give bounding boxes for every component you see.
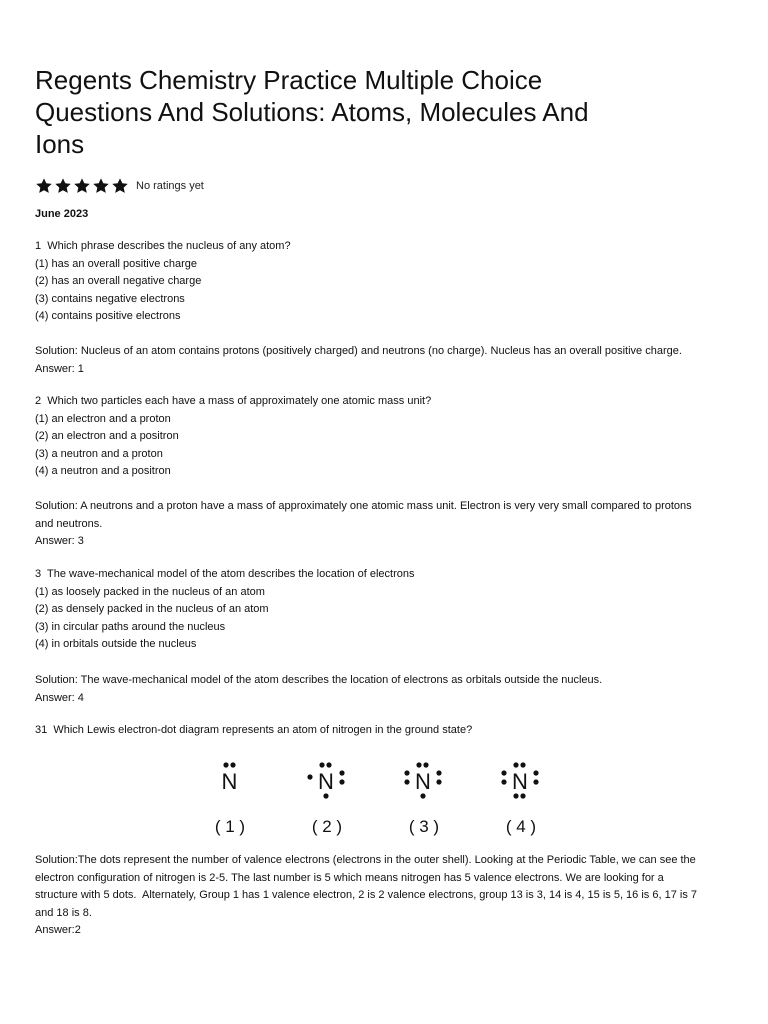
question-2 xyxy=(35,393,735,481)
answer-option: (2) as densely packed in the nucleus of an atom xyxy=(35,603,269,616)
option-label: ( 3 ) xyxy=(408,817,440,836)
electron-dot xyxy=(339,770,344,775)
solution-3 xyxy=(35,672,735,707)
solution-text: Solution: Nucleus of an atom contains protons (positively charged) and neutrons (no charge). Nucleus has an overall positive charge. xyxy=(35,345,682,357)
element-symbol: N xyxy=(221,769,238,794)
electron-dot xyxy=(404,779,409,784)
electron-dot xyxy=(533,770,538,775)
electron-dot xyxy=(501,770,506,775)
answer-option: (1) has an overall positive charge xyxy=(35,257,198,270)
rating-widget[interactable] xyxy=(35,176,204,196)
lewis-dot-figure xyxy=(206,752,550,842)
star-icon[interactable] xyxy=(35,177,53,195)
question-31 xyxy=(35,722,735,740)
electron-dot xyxy=(436,770,441,775)
answer-option: (3) contains negative electrons xyxy=(35,292,185,305)
electron-dot xyxy=(436,779,441,784)
solution-text: Solution: A neutrons and a proton have a mass of approximately one atomic mass unit. Electron is very very small compared to protons xyxy=(35,500,692,512)
solution-2 xyxy=(35,498,735,551)
option-label: ( 4 ) xyxy=(505,817,537,836)
question-1 xyxy=(35,238,735,326)
answer-text: Answer: 3 xyxy=(35,535,84,548)
question-text: 1 Which phrase describes the nucleus of any atom? xyxy=(35,240,291,252)
answer-text: Answer:2 xyxy=(35,924,81,937)
answer-option: (3) a neutron and a proton xyxy=(35,447,163,460)
option-label: ( 2 ) xyxy=(311,817,343,836)
electron-dot xyxy=(307,774,312,779)
star-icon[interactable] xyxy=(92,177,110,195)
answer-option: (2) has an overall negative charge xyxy=(35,275,202,288)
answer-text: Answer: 4 xyxy=(35,691,84,704)
solution-31 xyxy=(35,852,735,940)
answer-option: (4) in orbitals outside the nucleus xyxy=(35,638,197,651)
solution-1 xyxy=(35,343,735,378)
page-title: Regents Chemistry Practice Multiple Choice Questions And Solutions: Atoms, Molecules And Ions xyxy=(35,65,589,159)
answer-text: Answer: 1 xyxy=(35,362,84,375)
electron-dot xyxy=(404,770,409,775)
electron-dot xyxy=(513,762,518,767)
element-symbol: N xyxy=(415,769,431,794)
answer-option: (1) an electron and a proton xyxy=(35,412,171,425)
answer-option: (2) an electron and a positron xyxy=(35,430,179,443)
question-text: 2 Which two particles each have a mass of approximately one atomic mass unit? xyxy=(35,395,432,407)
electron-dot xyxy=(520,762,525,767)
electron-dot xyxy=(416,762,421,767)
lewis-dot-diagram xyxy=(206,752,550,842)
electron-dot xyxy=(323,793,328,798)
electron-dot xyxy=(326,762,331,767)
solution-text: structure with 5 dots. Alternately, Group 1 has 1 valence electron, 2 is 2 valence electrons, group 13 is 3, 14 is 4, 15 is 5, 16 is 6, 17 is 7 xyxy=(35,889,697,902)
electron-dot xyxy=(319,762,324,767)
question-3 xyxy=(35,566,735,654)
electron-dot xyxy=(339,779,344,784)
solution-text: electron configuration of nitrogen is 2-5. The last number is 5 which means nitrogen has 5 valence electrons. We are looking for a xyxy=(35,871,664,884)
element-symbol: N xyxy=(512,769,528,794)
electron-dot xyxy=(520,793,525,798)
option-label: ( 1 ) xyxy=(214,817,246,836)
star-icon[interactable] xyxy=(111,177,129,195)
answer-option: (4) contains positive electrons xyxy=(35,310,181,323)
rating-status-text: No ratings yet xyxy=(136,180,204,192)
answer-option: (3) in circular paths around the nucleus xyxy=(35,620,226,633)
electron-dot xyxy=(420,793,425,798)
solution-text: Solution:The dots represent the number of valence electrons (electrons in the outer shell). Looking at the Periodic Table, we can see the xyxy=(35,854,696,866)
electron-dot xyxy=(513,793,518,798)
answer-option: (1) as loosely packed in the nucleus of an atom xyxy=(35,585,265,598)
answer-option: (4) a neutron and a positron xyxy=(35,465,171,478)
question-text: 3 The wave-mechanical model of the atom describes the location of electrons xyxy=(35,568,415,580)
question-text: 31 Which Lewis electron-dot diagram represents an atom of nitrogen in the ground state? xyxy=(35,724,473,736)
solution-text: Solution: The wave-mechanical model of the atom describes the location of electrons as orbitals outside the nucleus. xyxy=(35,674,603,686)
electron-dot xyxy=(423,762,428,767)
solution-text: and neutrons. xyxy=(35,517,103,530)
electron-dot xyxy=(223,762,228,767)
electron-dot xyxy=(230,762,235,767)
element-symbol: N xyxy=(318,769,334,794)
solution-text: and 18 is 8. xyxy=(35,906,92,919)
electron-dot xyxy=(533,779,538,784)
star-icon[interactable] xyxy=(73,177,91,195)
electron-dot xyxy=(501,779,506,784)
star-icon[interactable] xyxy=(54,177,72,195)
star-rating[interactable] xyxy=(35,177,130,195)
exam-date: June 2023 xyxy=(35,208,89,220)
